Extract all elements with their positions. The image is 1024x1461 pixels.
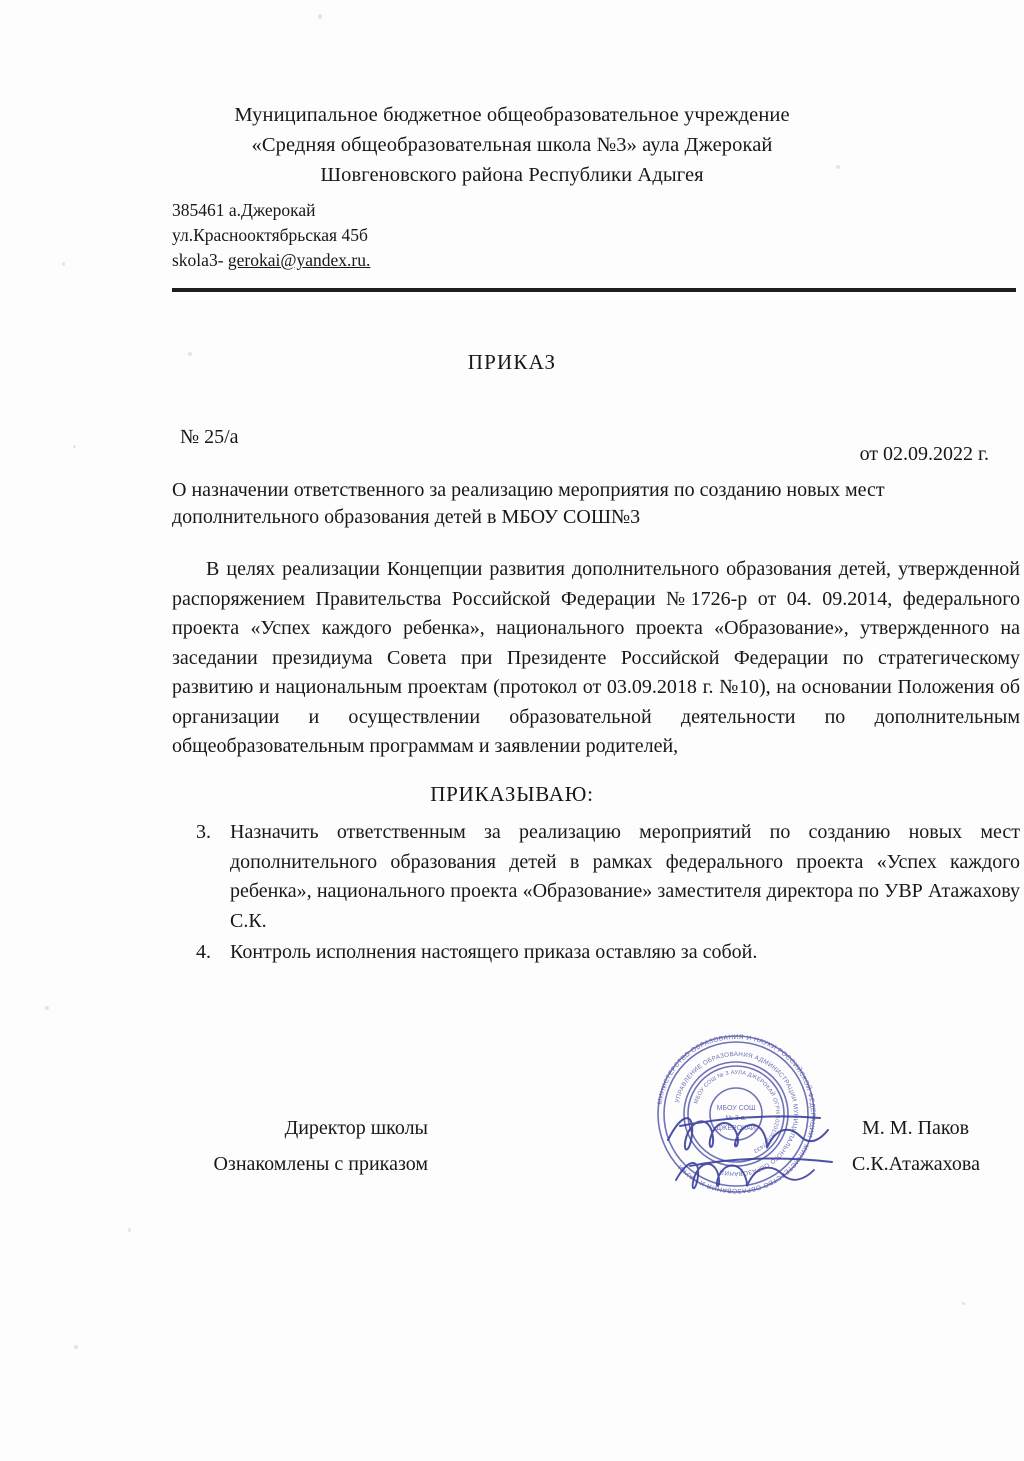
header-line-3: Шовгеновского района Республики Адыгея	[320, 164, 704, 186]
order-number: № 25/а	[180, 426, 239, 448]
list-item-text: Контроль исполнения настоящего приказа оставляю за собой.	[230, 941, 758, 963]
list-item-text: Назначить ответственным за реализацию мероприятий по созданию новых мест дополнительного образования детей в рамках федерального проекта «Успех каждого ребенка», национального проекта «Образование» заместителя директора по УВР Атажахову С.К.	[230, 821, 1020, 932]
signature-name-acknowledged: С.К.Атажахова	[852, 1153, 980, 1175]
scan-speck	[962, 1302, 965, 1305]
signature-label-acknowledged: Ознакомлены с приказом	[213, 1153, 428, 1175]
list-item-number: 4.	[196, 941, 211, 963]
document-type-title: ПРИКАЗ	[467, 350, 557, 374]
address-block	[172, 198, 370, 273]
signature-label-director: Директор школы	[284, 1117, 428, 1139]
email-prefix: skola3-	[172, 250, 228, 270]
svg-text:МБОУ СОШ: МБОУ СОШ	[716, 1105, 756, 1112]
order-items-list	[196, 818, 1020, 970]
header-line-1: Муниципальное бюджетное общеобразовательное учреждение	[234, 104, 790, 126]
scan-speck	[318, 14, 322, 19]
scan-speck	[45, 1006, 49, 1010]
svg-text:№ 3 а.: № 3 а.	[725, 1115, 747, 1122]
list-item-number: 3.	[196, 821, 211, 843]
svg-text:МИНИСТЕРСТВО ОБРАЗОВАНИЯ И НАУ: МИНИСТЕРСТВО ОБРАЗОВАНИЯ И НАУКИ РОССИЙСКОЙ ФЕДЕРАЦИИ • МИНИСТЕРСТВО ОБРАЗОВАНИЯ И НАУКИ	[656, 1033, 817, 1195]
scan-speck	[62, 262, 65, 266]
header-line-2: «Средняя общеобразовательная школа №3» аула Джерокай	[251, 134, 773, 156]
signature-name-director: М. М. Паков	[862, 1117, 970, 1139]
svg-text:УПРАВЛЕНИЕ ОБРАЗОВАНИЯ АДМИНИС: УПРАВЛЕНИЕ ОБРАЗОВАНИЯ АДМИНИСТРАЦИИ МУНИЦИПАЛЬНОГО ОБРАЗОВАНИЯ	[674, 1050, 800, 1178]
scan-speck	[73, 445, 76, 448]
scan-speck	[74, 1345, 78, 1349]
order-preamble: В целях реализации Концепции развития дополнительного образования детей, утвержденной распоряжением Правительства Российской Федерации №1726-р от 04. 09.2014, федерального проекта «Успех каждого ребенка», национального проекта «Образование», утвержденного на заседании президиума Совета при Президенте Российской Федерации по стратегическому развитию и национальным проектам (протокол от 03.09.2018 г. №10), на основании Положения об организации и осуществлении образовательной деятельности по дополнительным общеобразовательным программам и заявлении родителей,	[172, 558, 1020, 757]
decree-keyword: ПРИКАЗЫВАЮ:	[430, 782, 594, 806]
svg-text:ДЖЕРОКАЙ: ДЖЕРОКАЙ	[716, 1125, 756, 1132]
list-item	[196, 818, 1020, 936]
scan-speck	[128, 1228, 131, 1232]
header-divider-rule	[172, 288, 1016, 292]
organization-header	[0, 100, 1024, 190]
email-link[interactable]: gerokai@yandex.ru.	[227, 250, 371, 270]
signature-row	[0, 1110, 1024, 1146]
order-date: от 02.09.2022 г.	[859, 443, 989, 465]
address-line-email	[172, 248, 370, 273]
address-line-street: ул.Краснооктябрьская 45б	[172, 225, 368, 245]
order-subject: О назначении ответственного за реализацию мероприятия по созданию новых мест дополнительного образования детей в МБОУ СОШ№3	[172, 479, 885, 528]
list-item	[196, 938, 1020, 968]
signature-row	[0, 1146, 1024, 1182]
signature-block	[0, 1110, 1024, 1182]
svg-text:МБОУ СОШ № 3 АУЛА ДЖЕРОКАЙ ОГР: МБОУ СОШ № 3 АУЛА ДЖЕРОКАЙ ОГРН 1020100507433	[693, 1069, 781, 1154]
address-line-postal: 385461 а.Джерокай	[172, 200, 316, 220]
